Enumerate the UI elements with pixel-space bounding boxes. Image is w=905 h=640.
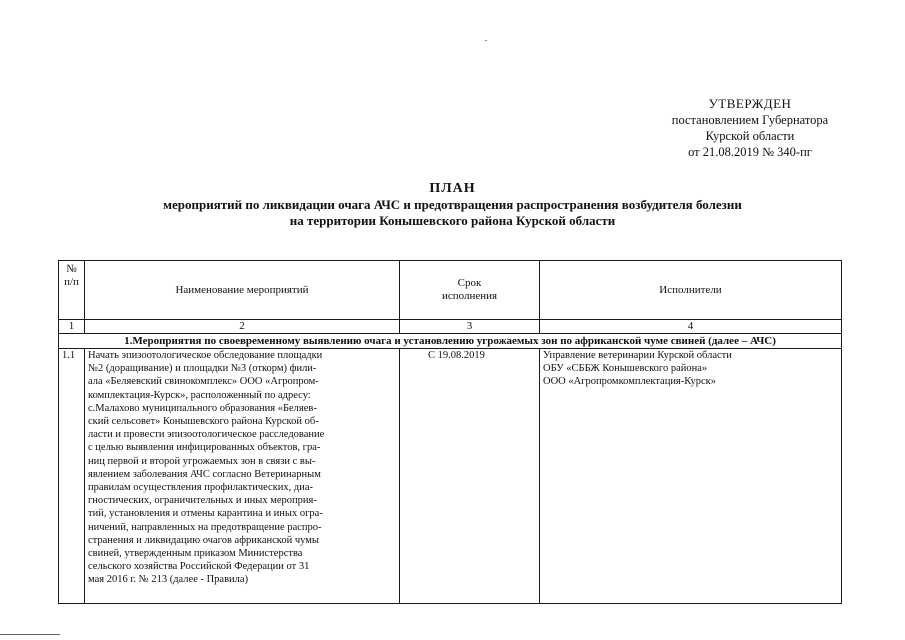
column-number-1: 1 — [59, 320, 85, 334]
description-line: явлением заболевания АЧС согласно Ветеринарным — [88, 468, 321, 480]
document-subtitle-line2: на территории Конышевского района Курской области — [289, 213, 616, 228]
column-number-4: 4 — [540, 320, 842, 334]
description-line: ский сельсовет» Конышевского района Курской об- — [88, 416, 319, 428]
column-number-3: 3 — [400, 320, 540, 334]
table-row — [59, 349, 842, 604]
header-executors: Исполнители — [540, 261, 842, 320]
description-line: комплектация-Курск», расположенный по адресу: — [88, 389, 311, 401]
approval-line-decree: постановлением Губернатора — [671, 113, 829, 127]
row-executors — [540, 349, 842, 604]
executor-item: ОБУ «СББЖ Конышевского района» — [543, 363, 708, 375]
page-bottom-rule — [0, 634, 60, 635]
description-line: ниц первой и второй угрожаемых зон в связи с вы- — [88, 455, 316, 467]
description-line: Начать эпизоотологическое обследование площадки — [88, 350, 323, 361]
header-deadline-line1: Срок — [457, 277, 482, 289]
approval-line-date: от 21.08.2019 № 340-пг — [688, 145, 812, 159]
table-header-row — [59, 261, 842, 320]
header-deadline — [400, 261, 540, 320]
description-line: ничений, направленных на предотвращение распро- — [88, 521, 322, 533]
column-number-2: 2 — [85, 320, 400, 334]
plan-table — [58, 260, 842, 604]
row-number: 1.1 — [59, 349, 85, 604]
section-row — [59, 334, 842, 349]
header-number — [59, 261, 85, 320]
description-line: №2 (доращивание) и площадки №3 (откорм) фили- — [88, 363, 317, 375]
executor-item: ООО «Агропромкомплектация-Курск» — [543, 376, 716, 388]
description-line: правилам осуществления профилактических, диа- — [88, 482, 314, 494]
description-line: ала «Беляевский свинокомплекс» ООО «Агропром- — [88, 376, 319, 388]
section-title: 1.Мероприятия по своевременному выявлению очага и установлению угрожаемых зон по африканской чуме свиней (далее – АЧС) — [59, 334, 842, 349]
approval-line-region: Курской области — [705, 129, 795, 143]
column-number-row — [59, 320, 842, 334]
description-line: с целью выявления инфицированных объектов, гра- — [88, 442, 321, 454]
executor-item: Управление ветеринарии Курской области — [543, 350, 732, 361]
header-activity-name: Наименование мероприятий — [85, 261, 400, 320]
description-line: свиней, утвержденным приказом Министерства — [88, 548, 303, 560]
description-line: ласти и провести эпизоотологическое расследование — [88, 429, 325, 441]
approval-stamp-block — [620, 96, 880, 160]
document-title-block — [0, 180, 905, 229]
row-deadline: С 19.08.2019 — [400, 349, 540, 604]
document-title: ПЛАН — [429, 181, 476, 196]
header-number-line1: № — [66, 263, 77, 275]
approval-heading: УТВЕРЖДЕН — [708, 96, 792, 111]
description-line: мая 2016 г. № 213 (далее - Правила) — [88, 574, 249, 586]
description-line: тий, установления и отмены карантина и иных огра- — [88, 508, 323, 520]
description-line: сельского хозяйства Российской Федерации от 31 — [88, 561, 310, 573]
description-line: с.Малахово муниципального образования «Беляев- — [88, 402, 317, 414]
description-line: странения и ликвидацию очагов африканской чумы — [88, 534, 319, 546]
header-number-line2: п/п — [64, 276, 79, 288]
scan-speck — [485, 40, 487, 41]
document-subtitle-line1: мероприятий по ликвидации очага АЧС и предотвращения распространения возбудителя болезни — [163, 197, 742, 212]
description-line: гностических, ограничительных и иных мероприя- — [88, 495, 317, 507]
row-description — [85, 349, 400, 604]
header-deadline-line2: исполнения — [441, 290, 498, 302]
